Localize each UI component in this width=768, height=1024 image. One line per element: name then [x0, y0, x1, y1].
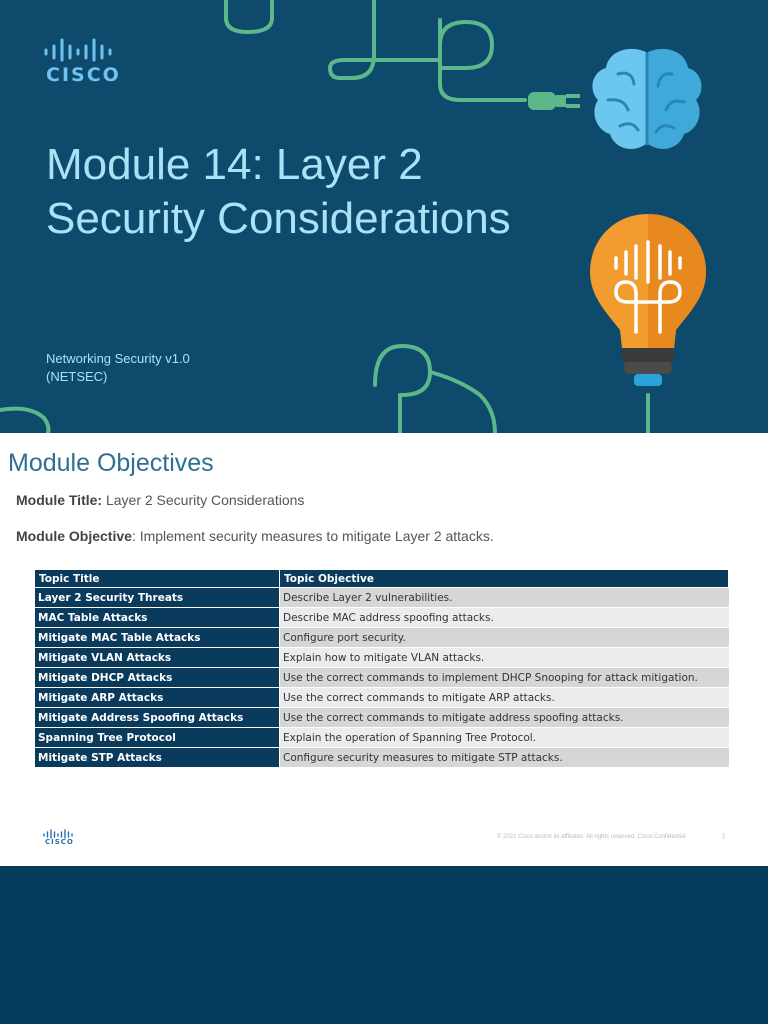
table-row	[35, 588, 729, 607]
table-row	[35, 608, 729, 627]
course-code: (NETSEC)	[46, 369, 108, 384]
slide-title-line1: Module 14: Layer 2	[46, 140, 423, 189]
page-number: 2	[722, 834, 726, 840]
topic-title-cell: Mitigate DHCP Attacks	[35, 668, 280, 687]
objectives-slide	[0, 433, 768, 866]
table-header-row	[35, 570, 729, 587]
module-objective-label: Module Objective	[16, 528, 132, 544]
topic-objective-cell: Configure security measures to mitigate STP attacks.	[280, 748, 729, 767]
topic-objective-cell: Configure port security.	[280, 628, 729, 647]
copyright-footer: © 2021 Cisco and/or its affiliates. All rights reserved. Cisco Confidential	[497, 834, 686, 840]
table-row	[35, 668, 729, 687]
topic-objective-cell: Describe MAC address spoofing attacks.	[280, 608, 729, 627]
objectives-table	[35, 569, 729, 768]
module-title-value: Layer 2 Security Considerations	[102, 492, 305, 508]
title-slide	[0, 0, 768, 433]
column-header-topic-title: Topic Title	[35, 570, 280, 587]
table-row	[35, 728, 729, 747]
module-title-label: Module Title:	[16, 492, 103, 508]
module-objective-value: : Implement security measures to mitigate Layer 2 attacks.	[131, 528, 494, 544]
table-row	[35, 748, 729, 767]
objectives-heading: Module Objectives	[8, 449, 214, 477]
table-row	[35, 628, 729, 647]
topic-title-cell: Mitigate STP Attacks	[35, 748, 280, 767]
topic-title-cell: Mitigate Address Spoofing Attacks	[35, 708, 280, 727]
topic-objective-cell: Describe Layer 2 vulnerabilities.	[280, 588, 729, 607]
topic-objective-cell: Use the correct commands to mitigate ARP attacks.	[280, 688, 729, 707]
topic-objective-cell: Use the correct commands to implement DHCP Snooping for attack mitigation.	[280, 668, 729, 687]
topic-objective-cell: Explain the operation of Spanning Tree Protocol.	[280, 728, 729, 747]
brain-icon	[588, 44, 706, 156]
plug-icon	[528, 86, 584, 116]
topic-title-cell: Spanning Tree Protocol	[35, 728, 280, 747]
cisco-logo-text: CISCO	[46, 64, 121, 86]
cisco-small-logo-text: CISCO	[45, 838, 74, 846]
table-row	[35, 708, 729, 727]
topic-objective-cell: Explain how to mitigate VLAN attacks.	[280, 648, 729, 667]
topic-title-cell: MAC Table Attacks	[35, 608, 280, 627]
slide-title-line2: Security Considerations	[46, 194, 511, 243]
topic-title-cell: Mitigate MAC Table Attacks	[35, 628, 280, 647]
table-row	[35, 688, 729, 707]
column-header-topic-objective: Topic Objective	[280, 570, 729, 587]
bottom-background	[0, 866, 768, 1024]
cisco-logo-icon	[44, 38, 118, 62]
module-title-line	[16, 492, 304, 508]
course-name: Networking Security v1.0	[46, 351, 190, 366]
module-objective-line	[16, 528, 494, 544]
slide-title	[46, 138, 566, 246]
lightbulb-icon	[586, 212, 710, 392]
topic-title-cell: Mitigate ARP Attacks	[35, 688, 280, 707]
slide-subtitle	[46, 350, 190, 386]
topic-title-cell: Layer 2 Security Threats	[35, 588, 280, 607]
topic-title-cell: Mitigate VLAN Attacks	[35, 648, 280, 667]
topic-objective-cell: Use the correct commands to mitigate address spoofing attacks.	[280, 708, 729, 727]
table-row	[35, 648, 729, 667]
